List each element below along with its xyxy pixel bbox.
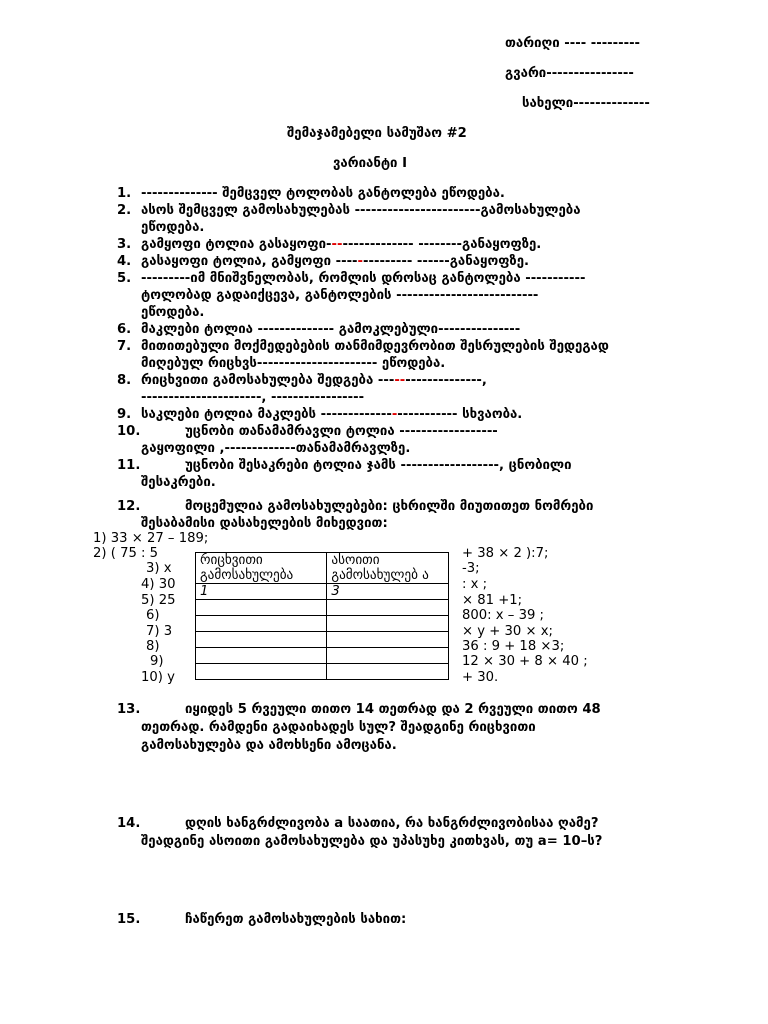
table-header-row: [196, 553, 449, 584]
numeric-expression-header: რიცხვითი გამოსახულება: [196, 553, 327, 584]
expression-4-left: 4) 30: [141, 577, 176, 592]
variant-label: ვარიანტი I: [333, 156, 407, 171]
question-14-number: 14.: [117, 816, 141, 831]
table-cell[interactable]: [327, 664, 449, 680]
red-mark: -: [357, 254, 364, 269]
question-text-rest: --------------,: [405, 373, 487, 388]
question-13-number: 13.: [117, 702, 141, 717]
question-text: მაკლები ტოლია -------------- გამოკლებული---------------: [141, 322, 521, 337]
table-cell[interactable]: [196, 616, 327, 632]
question-11-continuation: შესაკრები.: [141, 475, 216, 490]
question-8: [117, 372, 487, 389]
question-text-rest: --------- ------განაყოფზე.: [363, 254, 530, 269]
table-cell[interactable]: [196, 600, 327, 616]
expression-3-left: 3) x: [146, 561, 172, 576]
question-15-number: 15.: [117, 912, 141, 927]
table-cell[interactable]: [196, 648, 327, 664]
table-cell[interactable]: [327, 616, 449, 632]
expression-1: 1) 33 × 27 – 189;: [93, 531, 209, 546]
table-row: [196, 584, 449, 600]
table-row: [196, 616, 449, 632]
question-5-continuation-2: ეწოდება.: [141, 305, 205, 320]
question-number: 7.: [117, 339, 132, 354]
expression-9-left: 9): [150, 654, 164, 669]
question-number: 4.: [117, 254, 132, 269]
question-text: გასაყოფი ტოლია, გამყოფი ----: [141, 254, 358, 269]
question-5: [117, 270, 585, 287]
expression-5-left: 5) 25: [141, 593, 176, 608]
question-7-continuation: მიღებულ რიცხვს---------------------- ეწოდება.: [141, 356, 446, 371]
question-text: საკლები ტოლია მაკლებს -------------: [141, 407, 392, 422]
question-number: 5.: [117, 271, 132, 286]
question-text: ასოს შემცველ გამოსახულებას -----------------------გამოსახულება: [141, 203, 581, 218]
expression-3-right: -3;: [462, 561, 480, 576]
surname-field: გვარი----------------: [505, 66, 634, 81]
table-cell[interactable]: [196, 632, 327, 648]
expression-2-right: + 38 × 2 ):7;: [462, 546, 549, 561]
expression-8-left: 8): [146, 639, 160, 654]
expression-10-left: 10) y: [141, 670, 175, 685]
table-row: [196, 600, 449, 616]
question-12: მოცემულია გამოსახულებები: ცხრილში მიუთითეთ ნომრები: [185, 499, 594, 514]
question-12-number: 12.: [117, 499, 141, 514]
question-13-continuation-2: გამოსახულება და ამოხსენი ამოცანა.: [141, 738, 397, 753]
table-cell[interactable]: [327, 600, 449, 616]
question-number: 2.: [117, 203, 132, 218]
table-row: [196, 632, 449, 648]
question-text: მითითებული მოქმედებების თანმიმდევრობით შესრულების შედეგად: [141, 339, 609, 354]
table-cell[interactable]: 1: [196, 584, 327, 600]
table-row: [196, 648, 449, 664]
question-13-continuation: თეთრად. რამდენი გადაიხადეს სულ? შეადგინე რიცხვითი: [141, 720, 536, 735]
table-cell[interactable]: [327, 648, 449, 664]
question-text: ---------იმ მნიშვნელობას, რომლის დროსაც განტოლება -----------: [141, 271, 586, 286]
expression-2-left: 2) ( 75 : 5: [93, 546, 159, 561]
expression-6-left: 6): [146, 608, 160, 623]
question-11-number: 11.: [117, 458, 141, 473]
question-15: ჩაწერეთ გამოსახულების სახით:: [185, 912, 407, 927]
name-field: სახელი--------------: [522, 96, 650, 111]
table-cell[interactable]: 3: [327, 584, 449, 600]
table-cell[interactable]: [196, 664, 327, 680]
question-text-rest: ------------- --------განაყოფზე.: [342, 237, 542, 252]
question-3: [117, 236, 541, 253]
date-field: თარიღი ---- ---------: [505, 36, 641, 51]
table-row: [196, 664, 449, 680]
question-text: -------------- შემცველ ტოლობას განტოლება ეწოდება.: [141, 186, 505, 201]
question-13: იყიდეს 5 რვეული თითო 14 თეთრად და 2 რვეული თითო 48: [185, 702, 601, 717]
question-4: [117, 253, 529, 270]
question-8-continuation: ----------------------, -----------------: [141, 390, 365, 405]
question-10: უცნობი თანამამრავლი ტოლია ------------------: [185, 424, 498, 439]
question-2: [117, 202, 581, 219]
question-6: [117, 321, 520, 338]
expression-5-right: × 81 +1;: [462, 593, 523, 608]
expression-8-right: 36 : 9 + 18 ×3;: [462, 639, 565, 654]
expression-9-right: 12 × 30 + 8 × 40 ;: [462, 654, 588, 669]
question-14-continuation: შეადგინე ასოითი გამოსახულება და უპასუხე კითხვას, თუ a= 10–ს?: [141, 834, 603, 849]
question-9: [117, 406, 522, 423]
answer-table: [195, 552, 449, 680]
question-number: 1.: [117, 186, 132, 201]
question-text: გამყოფი ტოლია გასაყოფი-: [141, 237, 332, 252]
question-1: [117, 185, 505, 202]
question-text: რიცხვითი გამოსახულება შედგება ---: [141, 373, 395, 388]
red-mark: -: [391, 407, 398, 422]
question-12-continuation: შესაბამისი დასახელების მიხედვით:: [141, 516, 388, 531]
question-number: 6.: [117, 322, 132, 337]
question-2-continuation: ეწოდება.: [141, 220, 205, 235]
expression-10-right: + 30.: [462, 670, 499, 685]
question-number: 3.: [117, 237, 132, 252]
question-7: [117, 338, 609, 355]
question-10-continuation: გაყოფილი ,-------------თანამამრავლზე.: [141, 441, 411, 456]
question-5-continuation: ტოლობად გადაიქცევა, განტოლების --------------------------: [141, 288, 539, 303]
table-cell[interactable]: [327, 632, 449, 648]
question-number: 8.: [117, 373, 132, 388]
expression-7-right: × y + 30 × x;: [462, 624, 553, 639]
red-mark: --: [331, 237, 343, 252]
question-11: უცნობი შესაკრები ტოლია ჯამს ------------------, ცნობილი: [185, 458, 572, 473]
question-text-rest: ----------- სხვაობა.: [397, 407, 523, 422]
expression-6-right: 800: x – 39 ;: [462, 608, 545, 623]
question-10-number: 10.: [117, 424, 141, 439]
question-14: დღის ხანგრძლივობა a საათია, რა ხანგრძლივობისაა ღამე?: [185, 816, 599, 831]
expression-7-left: 7) 3: [146, 624, 173, 639]
worksheet-title: შემაჯამებელი სამუშაო #2: [287, 126, 467, 141]
letter-expression-header: ასოითი გამოსახულებ ა: [327, 553, 449, 584]
red-mark: --: [394, 373, 406, 388]
question-number: 9.: [117, 407, 132, 422]
expression-4-right: : x ;: [462, 577, 488, 592]
